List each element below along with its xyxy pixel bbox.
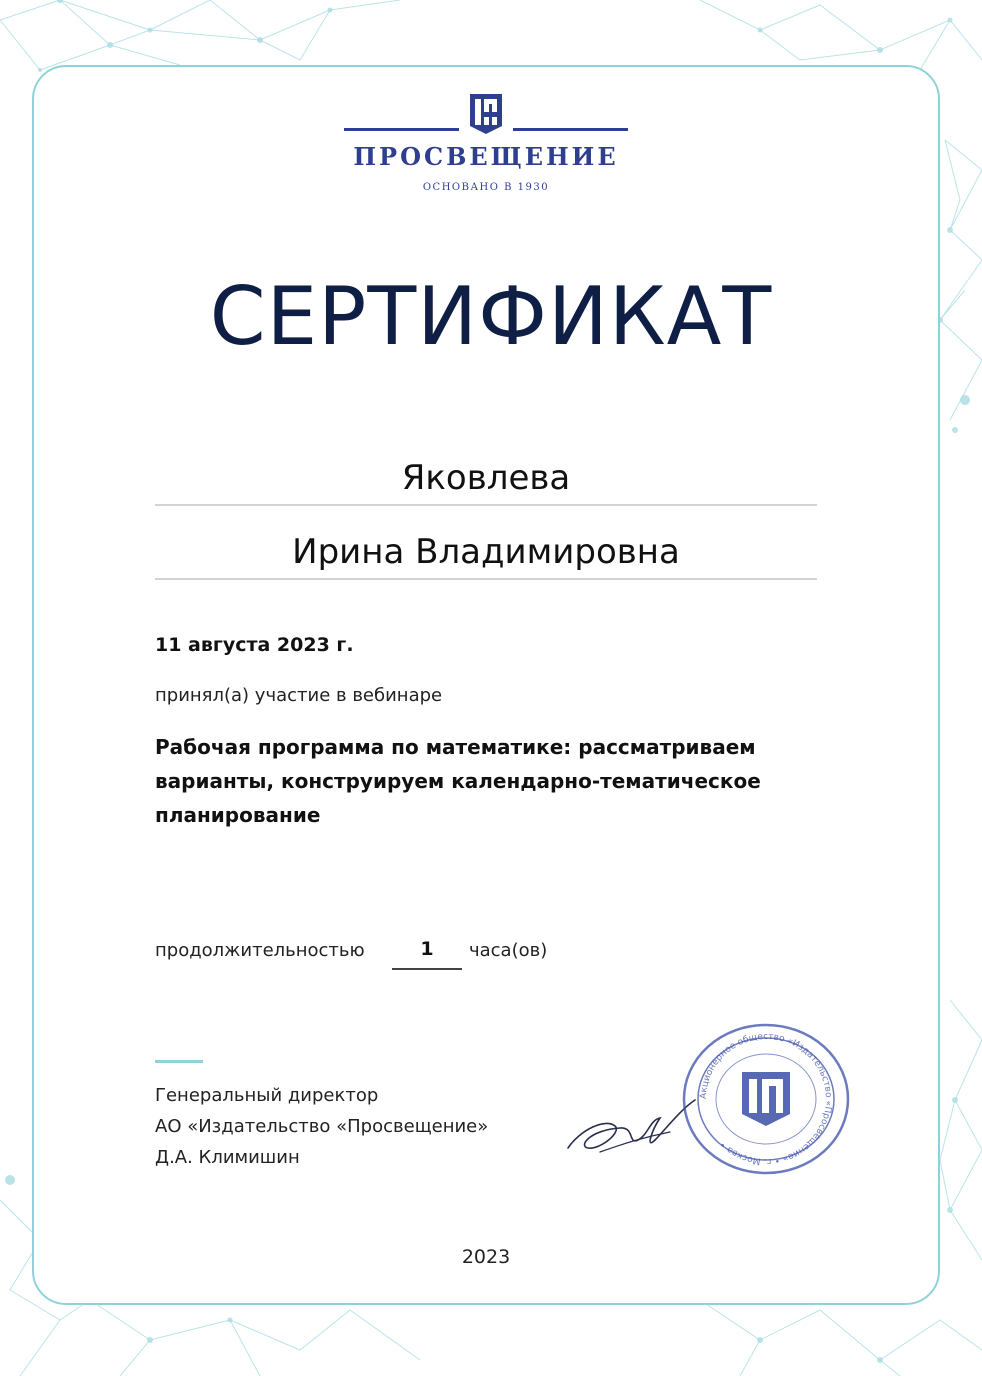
logo-founded-text: ОСНОВАНО В 1930 <box>422 182 550 193</box>
logo-brand-text: ПРОСВЕЩЕНИЕ <box>353 142 619 171</box>
certificate-year: 2023 <box>461 1246 511 1268</box>
event-date: 11 августа 2023 г. <box>155 634 354 656</box>
handwritten-signature <box>560 1090 700 1170</box>
logo-rule-left <box>344 128 459 131</box>
company-seal-stamp <box>680 1022 852 1176</box>
duration-label: продолжительностью <box>155 940 365 961</box>
ip-logo-icon <box>468 92 504 136</box>
duration-unit: часа(ов) <box>469 940 548 961</box>
recipient-given-names: Ирина Владимировна <box>155 532 817 580</box>
stamp-text: Акционерное общество «Издательство «Просвещение» • г. Москва • <box>698 1031 834 1167</box>
logo-rule-right <box>513 128 628 131</box>
certificate-title: СЕРТИФИКАТ <box>209 270 773 363</box>
signatory-accent-line <box>155 1060 203 1063</box>
signatory-organization: АО «Издательство «Просвещение» <box>155 1116 489 1137</box>
signatory-name: Д.А. Климишин <box>155 1147 300 1168</box>
participation-text: принял(а) участие в вебинаре <box>155 685 443 706</box>
signatory-block <box>155 1080 488 1173</box>
recipient-surname: Яковлева <box>155 458 817 506</box>
signatory-position: Генеральный директор <box>155 1085 379 1106</box>
duration-value: 1 <box>392 938 462 970</box>
webinar-title: Рабочая программа по математике: рассматриваем варианты, конструируем календарно-тематическое планирование <box>155 735 761 827</box>
prosveshchenie-logo <box>340 90 632 200</box>
